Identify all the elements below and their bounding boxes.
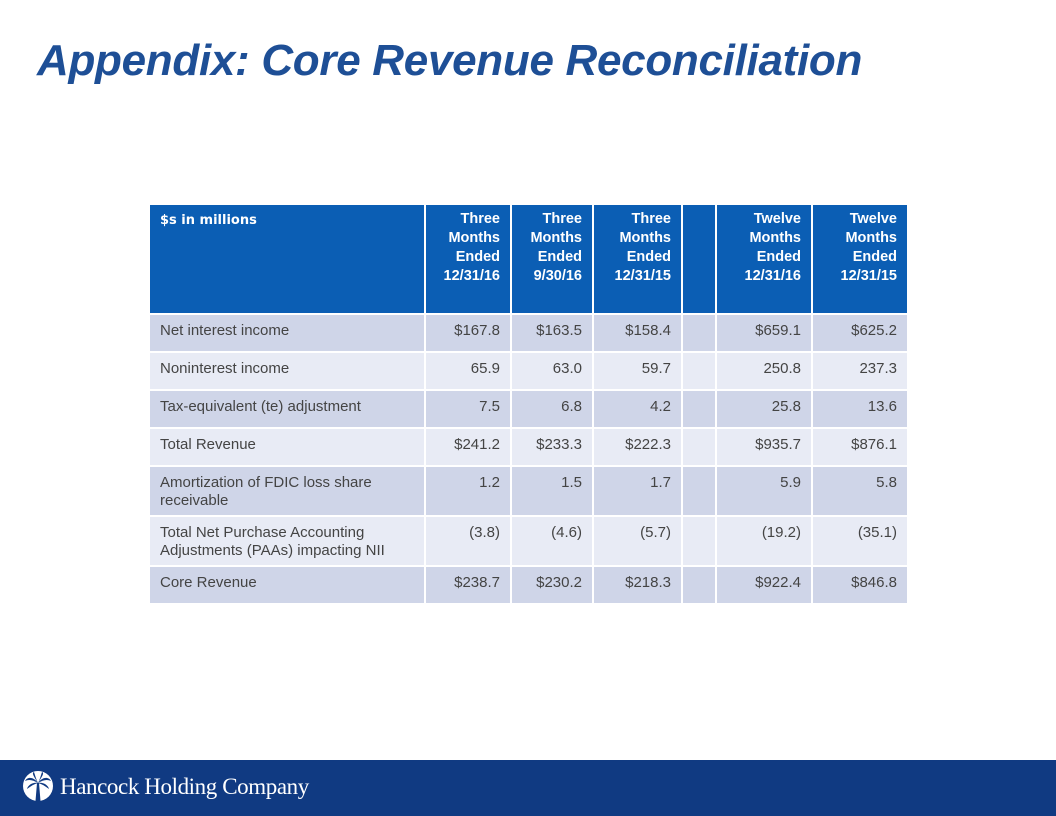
table-header-row xyxy=(149,204,908,314)
table-cell: $167.8 xyxy=(425,314,511,352)
table-cell: $935.7 xyxy=(716,428,812,466)
table-cell: $625.2 xyxy=(812,314,908,352)
table-cell: $876.1 xyxy=(812,428,908,466)
spacer-cell xyxy=(682,390,716,428)
row-label: Tax-equivalent (te) adjustment xyxy=(149,390,425,428)
spacer-cell xyxy=(682,516,716,566)
table-cell: $241.2 xyxy=(425,428,511,466)
table-cell: 25.8 xyxy=(716,390,812,428)
column-header-q3-2016: Three Months Ended 9/30/16 xyxy=(511,204,593,314)
company-name: Hancock Holding Company xyxy=(60,774,309,799)
table-cell: 13.6 xyxy=(812,390,908,428)
table-row xyxy=(149,390,908,428)
table-cell: 5.9 xyxy=(716,466,812,516)
table-cell: 4.2 xyxy=(593,390,682,428)
row-label: Amortization of FDIC loss share receivable xyxy=(149,466,425,516)
row-label: Total Revenue xyxy=(149,428,425,466)
table-cell: 1.7 xyxy=(593,466,682,516)
row-label: Total Net Purchase Accounting Adjustments (PAAs) impacting NII xyxy=(149,516,425,566)
column-header-fy-2015: Twelve Months Ended 12/31/15 xyxy=(812,204,908,314)
table-cell: $222.3 xyxy=(593,428,682,466)
slide-title: Appendix: Core Revenue Reconciliation xyxy=(37,36,863,85)
table-cell: $230.2 xyxy=(511,566,593,604)
table-cell: $158.4 xyxy=(593,314,682,352)
column-header-q4-2015: Three Months Ended 12/31/15 xyxy=(593,204,682,314)
table-row xyxy=(149,566,908,604)
table-cell: 1.5 xyxy=(511,466,593,516)
column-header-units: $s in millions xyxy=(149,204,425,314)
table-cell: (3.8) xyxy=(425,516,511,566)
table-cell: 7.5 xyxy=(425,390,511,428)
table-cell: 65.9 xyxy=(425,352,511,390)
table-cell: 250.8 xyxy=(716,352,812,390)
footer-band xyxy=(0,760,1056,816)
table-row xyxy=(149,466,908,516)
table-cell: 5.8 xyxy=(812,466,908,516)
core-revenue-reconciliation-table xyxy=(148,203,909,605)
column-header-spacer xyxy=(682,204,716,314)
spacer-cell xyxy=(682,352,716,390)
row-label: Core Revenue xyxy=(149,566,425,604)
palm-tree-icon xyxy=(22,770,54,804)
column-header-fy-2016: Twelve Months Ended 12/31/16 xyxy=(716,204,812,314)
row-label: Noninterest income xyxy=(149,352,425,390)
column-header-q4-2016: Three Months Ended 12/31/16 xyxy=(425,204,511,314)
table-cell: $233.3 xyxy=(511,428,593,466)
table-cell: $218.3 xyxy=(593,566,682,604)
table-cell: 59.7 xyxy=(593,352,682,390)
company-logo xyxy=(22,770,309,804)
table-cell: $846.8 xyxy=(812,566,908,604)
table-cell: $163.5 xyxy=(511,314,593,352)
spacer-cell xyxy=(682,314,716,352)
table-cell: 237.3 xyxy=(812,352,908,390)
table-cell: (35.1) xyxy=(812,516,908,566)
spacer-cell xyxy=(682,466,716,516)
table-cell: 63.0 xyxy=(511,352,593,390)
table-cell: 6.8 xyxy=(511,390,593,428)
table-cell: 1.2 xyxy=(425,466,511,516)
row-label: Net interest income xyxy=(149,314,425,352)
table-row xyxy=(149,516,908,566)
table-cell: (19.2) xyxy=(716,516,812,566)
table-row xyxy=(149,428,908,466)
table-cell: (5.7) xyxy=(593,516,682,566)
table-row xyxy=(149,352,908,390)
table-cell: $238.7 xyxy=(425,566,511,604)
spacer-cell xyxy=(682,428,716,466)
table-cell: $659.1 xyxy=(716,314,812,352)
table-cell: $922.4 xyxy=(716,566,812,604)
table-row xyxy=(149,314,908,352)
spacer-cell xyxy=(682,566,716,604)
table-cell: (4.6) xyxy=(511,516,593,566)
